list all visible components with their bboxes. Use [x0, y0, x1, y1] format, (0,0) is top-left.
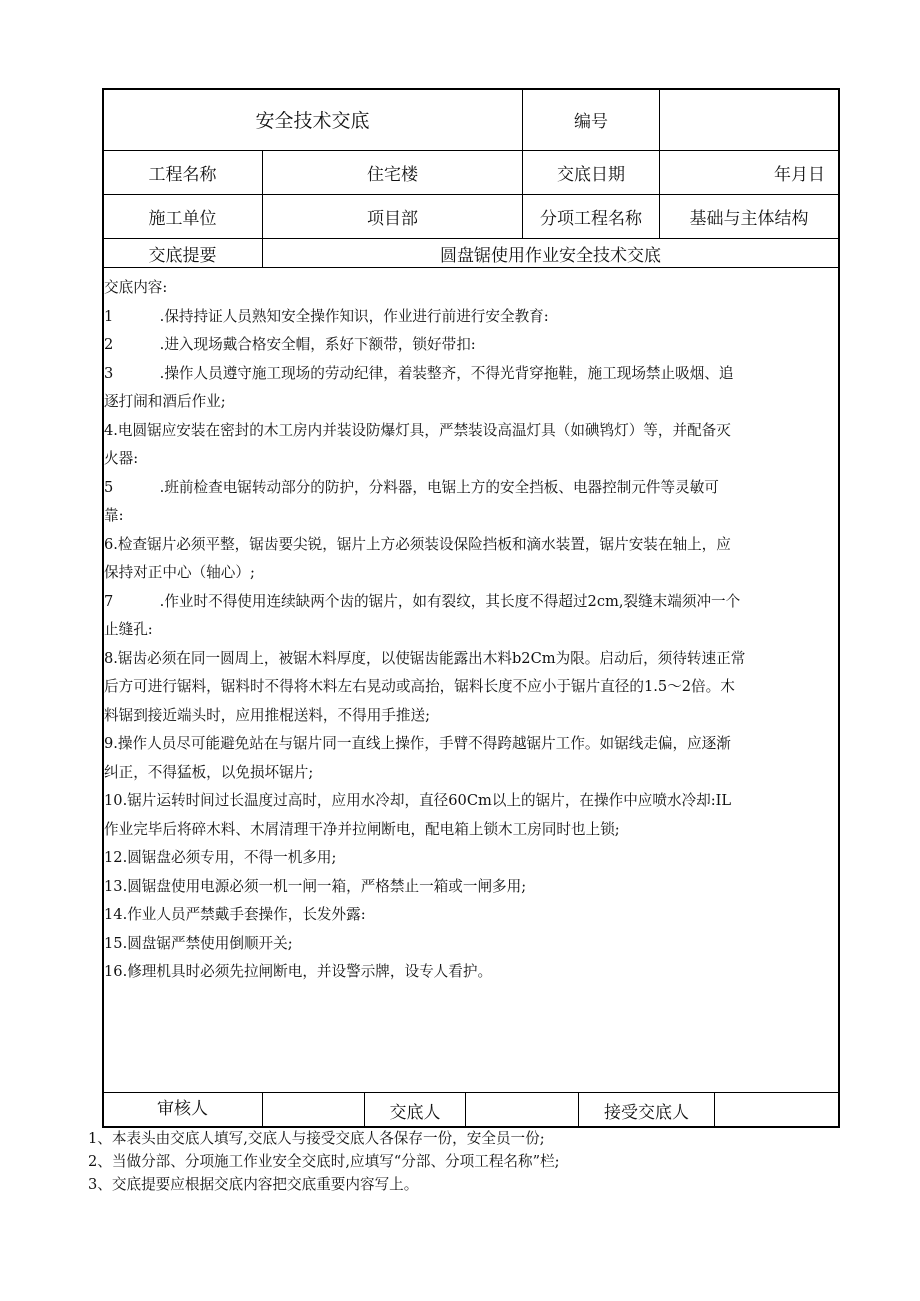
content-line: 12.圆锯盘必须专用，不得一机多用;	[104, 849, 337, 866]
summary-value[interactable]: 圆盘锯使用作业安全技术交底	[440, 245, 661, 266]
content-line: 作业完毕后将碎木料、木屑清理干净并拉闸断电，配电箱上锁木工房同时也上锁;	[104, 820, 620, 838]
content-line: 3 .操作人员遵守施工现场的劳动纪律，着装整齐，不得光背穿拖鞋，施工现场禁止吸烟、追	[104, 364, 734, 382]
footnote: 3、交底提要应根据交底内容把交底重要内容写上。	[88, 1176, 419, 1193]
content-line: 13.圆锯盘使用电源必须一机一闸一箱，严格禁止一箱或一闸多用;	[104, 877, 527, 895]
content-line: 14.作业人员严禁戴手套操作，长发外露:	[104, 906, 366, 923]
number-label: 编号	[574, 112, 608, 132]
summary-label: 交底提要	[148, 245, 217, 266]
content-line: 8.锯齿必须在同一圆周上，被锯木料厚度，以使锯齿能露出木料b2Cm为限。启动后，须待转速正常	[104, 649, 746, 667]
content-line: 火器:	[104, 450, 139, 467]
construction-unit-label: 施工单位	[148, 209, 217, 229]
content-line: 料锯到接近端头时，应用推棍送料，不得用手推送;	[104, 706, 430, 724]
footnotes	[88, 1127, 560, 1196]
content-line: 10.锯片运转时间过长温度过高时，应用水冷却，直径60Cm以上的锯片，在操作中应喷水冷却:IL	[104, 792, 732, 809]
content-line: 16.修理机具时必须先拉闸断电，并设警示牌，设专人看护。	[104, 963, 493, 980]
footnote: 2、当做分部、分项施工作业安全交底时,应填写“分部、分项工程名称”栏;	[88, 1153, 560, 1170]
content-line: 7 .作业时不得使用连续缺两个齿的锯片，如有裂纹，其长度不得超过2cm,裂缝末端须冲一个	[104, 592, 741, 610]
subproject-label: 分项工程名称	[540, 209, 642, 229]
receiver-field[interactable]	[715, 1093, 838, 1126]
reviewer-field[interactable]	[263, 1093, 364, 1126]
content-line: 纠正，不得猛板，以免损坏锯片;	[104, 763, 314, 781]
footnote: 1、本表头由交底人填写,交底人与接受交底人各保存一份，安全员一份;	[88, 1130, 545, 1147]
content-line: 5 .班前检查电锯转动部分的防护，分料器，电锯上方的安全挡板、电器控制元件等灵敏可	[104, 478, 719, 496]
date-value[interactable]: 年月日	[774, 165, 825, 185]
content-line: 靠:	[104, 507, 124, 524]
form-title: 安全技术交底	[255, 110, 370, 132]
content-line: 保持对正中心（轴心）;	[104, 564, 255, 581]
briefing-content	[104, 274, 836, 987]
content-line: 6.检查锯片必须平整，锯齿要尖锐，锯片上方必须装设保险挡板和滴水装置，锯片安装在轴上，应	[104, 535, 731, 553]
row-divider	[102, 267, 840, 268]
content-line: 止缝孔:	[104, 621, 153, 638]
presenter-label: 交底人	[389, 1103, 441, 1123]
project-name-value[interactable]: 住宅楼	[367, 165, 418, 185]
subproject-value[interactable]: 基础与主体结构	[689, 209, 809, 229]
presenter-field[interactable]	[466, 1093, 578, 1126]
content-heading: 交底内容:	[104, 279, 168, 296]
receiver-label: 接受交底人	[604, 1103, 689, 1123]
content-line: 逐打闹和酒后作业;	[104, 393, 226, 410]
project-name-label: 工程名称	[148, 165, 217, 185]
border-right	[838, 88, 840, 1127]
content-line: 15.圆盘锯严禁使用倒顺开关;	[104, 934, 293, 952]
construction-unit-value[interactable]: 项目部	[367, 209, 418, 229]
content-line: 4.电圆锯应安装在密封的木工房内并装设防爆灯具，严禁装设高温灯具（如碘鸨灯）等，并配备灭	[104, 421, 731, 439]
content-line: 1 .保持持证人员熟知安全操作知识，作业进行前进行安全教育:	[104, 307, 549, 325]
content-line: 后方可进行锯料，锯料时不得将木料左右晃动或高抬，锯料长度不应小于锯片直径的1.5～2倍。木	[104, 678, 735, 695]
reviewer-label: 审核人	[157, 1098, 208, 1119]
content-line: 2 .进入现场戴合格安全帽，系好下额带，锁好带扣:	[104, 336, 476, 353]
content-line: 9.操作人员尽可能避免站在与锯片同一直线上操作，手臂不得跨越锯片工作。如锯线走偏，应逐渐	[104, 735, 731, 752]
date-label: 交底日期	[557, 165, 625, 185]
number-field[interactable]	[660, 89, 838, 150]
